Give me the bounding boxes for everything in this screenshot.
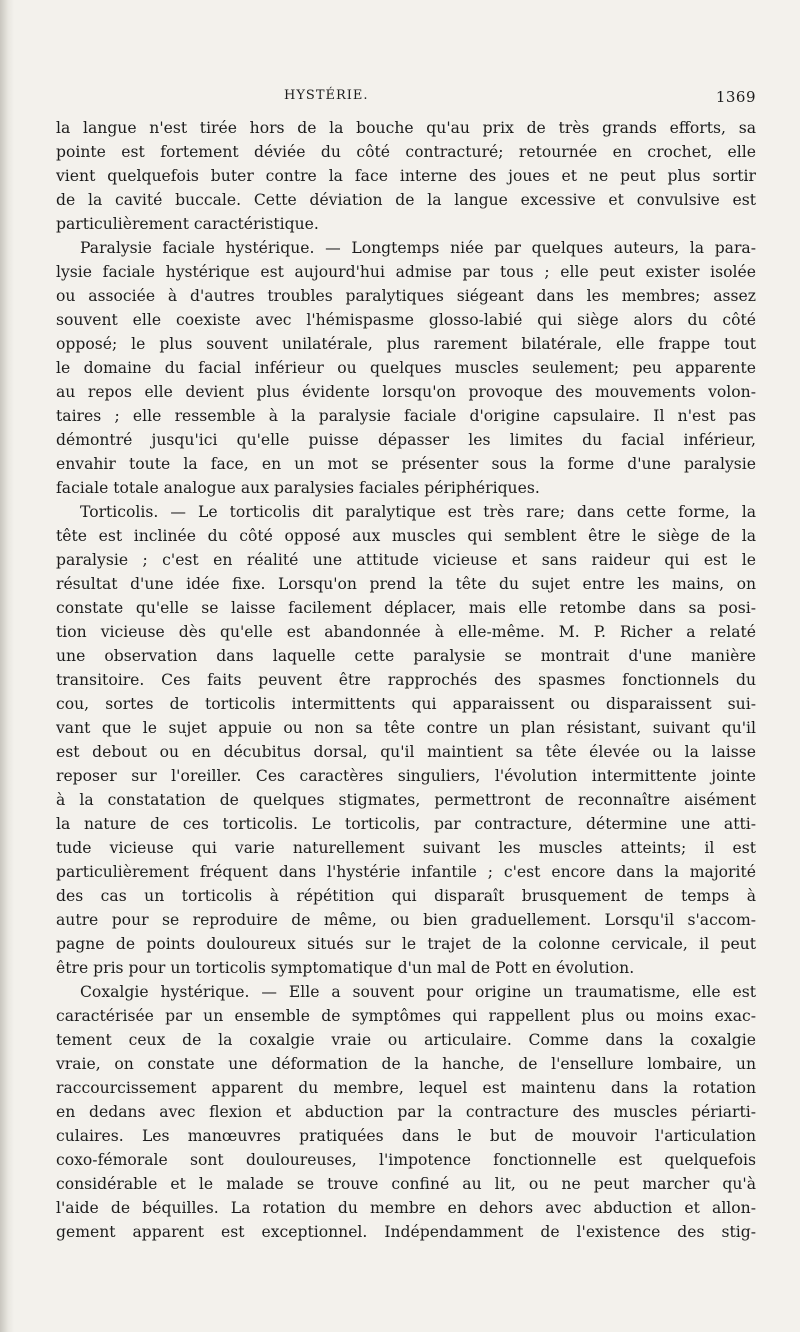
text-line: vraie, on constate une déformation de la hanche, de l'ensellure lombaire, un — [56, 1055, 756, 1073]
text-line: pointe est fortement déviée du côté contracturé; retournée en crochet, elle — [56, 143, 756, 161]
text-line: raccourcissement apparent du membre, lequel est maintenu dans la rotation — [56, 1079, 756, 1097]
text-line: particulièrement caractéristique. — [56, 215, 319, 233]
text-line: tude vicieuse qui varie naturellement suivant les muscles atteints; il est — [56, 839, 756, 857]
text-line: la langue n'est tirée hors de la bouche qu'au prix de très grands efforts, sa — [56, 119, 756, 137]
text-line: constate qu'elle se laisse facilement déplacer, mais elle retombe dans sa posi- — [56, 599, 756, 617]
text-line: particulièrement fréquent dans l'hystérie infantile ; c'est encore dans la majorité — [56, 863, 756, 881]
text-line: l'aide de béquilles. La rotation du membre en dehors avec abduction et allon- — [56, 1199, 756, 1217]
text-line: une observation dans laquelle cette paralysie se montrait d'une manière — [56, 647, 756, 665]
text-line: à la constatation de quelques stigmates, permettront de reconnaître aisément — [56, 791, 756, 809]
text-line: lysie faciale hystérique est aujourd'hui admise par tous ; elle peut exister isolée — [56, 263, 756, 281]
text-line: Torticolis. — Le torticolis dit paralytique est très rare; dans cette forme, la — [80, 503, 756, 521]
text-line: coxo-fémorale sont douloureuses, l'impotence fonctionnelle est quelquefois — [56, 1151, 756, 1169]
text-line: est debout ou en décubitus dorsal, qu'il maintient sa tête élevée ou la laisse — [56, 743, 756, 761]
text-line: caractérisée par un ensemble de symptômes qui rappellent plus ou moins exac- — [56, 1007, 756, 1025]
text-line: au repos elle devient plus évidente lorsqu'on provoque des mouvements volon- — [56, 383, 756, 401]
body-text — [56, 116, 756, 1244]
text-line: gement apparent est exceptionnel. Indépendamment de l'existence des stig- — [56, 1223, 756, 1241]
running-head — [56, 88, 756, 112]
text-line: vient quelquefois buter contre la face interne des joues et ne peut plus sortir — [56, 167, 756, 185]
text-line: tement ceux de la coxalgie vraie ou articulaire. Comme dans la coxalgie — [56, 1031, 756, 1049]
text-line: résultat d'une idée fixe. Lorsqu'on prend la tête du sujet entre les mains, on — [56, 575, 756, 593]
text-line: démontré jusqu'ici qu'elle puisse dépasser les limites du facial inférieur, — [56, 431, 756, 449]
text-line: opposé; le plus souvent unilatérale, plus rarement bilatérale, elle frappe tout — [56, 335, 756, 353]
text-line: paralysie ; c'est en réalité une attitude vicieuse et sans raideur qui est le — [56, 551, 756, 569]
running-title: HYSTÉRIE. — [284, 88, 369, 103]
text-line: autre pour se reproduire de même, ou bien graduellement. Lorsqu'il s'accom- — [56, 911, 756, 929]
text-line: faciale totale analogue aux paralysies faciales périphériques. — [56, 479, 540, 497]
text-line: de la cavité buccale. Cette déviation de la langue excessive et convulsive est — [56, 191, 756, 209]
text-line: être pris pour un torticolis symptomatique d'un mal de Pott en évolution. — [56, 959, 635, 977]
text-line: en dedans avec flexion et abduction par la contracture des muscles périarti- — [56, 1103, 756, 1121]
text-line: transitoire. Ces faits peuvent être rapprochés des spasmes fonctionnels du — [56, 671, 756, 689]
page-edge-shadow — [0, 0, 14, 1332]
text-line: souvent elle coexiste avec l'hémispasme glosso-labié qui siège alors du côté — [56, 311, 756, 329]
text-line: tête est inclinée du côté opposé aux muscles qui semblent être le siège de la — [56, 527, 756, 545]
text-line: reposer sur l'oreiller. Ces caractères singuliers, l'évolution intermittente jointe — [56, 767, 756, 785]
text-line: Paralysie faciale hystérique. — Longtemps niée par quelques auteurs, la para- — [80, 239, 756, 257]
text-line: des cas un torticolis à répétition qui disparaît brusquement de temps à — [56, 887, 756, 905]
text-line: pagne de points douloureux situés sur le trajet de la colonne cervicale, il peut — [56, 935, 756, 953]
text-line: cou, sortes de torticolis intermittents qui apparaissent ou disparaissent sui- — [56, 695, 756, 713]
text-line: culaires. Les manœuvres pratiquées dans le but de mouvoir l'articulation — [56, 1127, 756, 1145]
text-line: tion vicieuse dès qu'elle est abandonnée à elle-même. M. P. Richer a relaté — [56, 623, 756, 641]
text-line: la nature de ces torticolis. Le torticolis, par contracture, détermine une atti- — [56, 815, 756, 833]
text-line: envahir toute la face, en un mot se présenter sous la forme d'une paralysie — [56, 455, 756, 473]
page-number: 1369 — [715, 88, 756, 106]
text-line: taires ; elle ressemble à la paralysie faciale d'origine capsulaire. Il n'est pas — [56, 407, 756, 425]
text-line: le domaine du facial inférieur ou quelques muscles seulement; peu apparente — [56, 359, 756, 377]
text-line: ou associée à d'autres troubles paralytiques siégeant dans les membres; assez — [56, 287, 756, 305]
text-line: considérable et le malade se trouve confiné au lit, ou ne peut marcher qu'à — [56, 1175, 756, 1193]
book-page — [56, 88, 756, 1244]
text-line: Coxalgie hystérique. — Elle a souvent pour origine un traumatisme, elle est — [80, 983, 756, 1001]
text-line: vant que le sujet appuie ou non sa tête contre un plan résistant, suivant qu'il — [56, 719, 756, 737]
